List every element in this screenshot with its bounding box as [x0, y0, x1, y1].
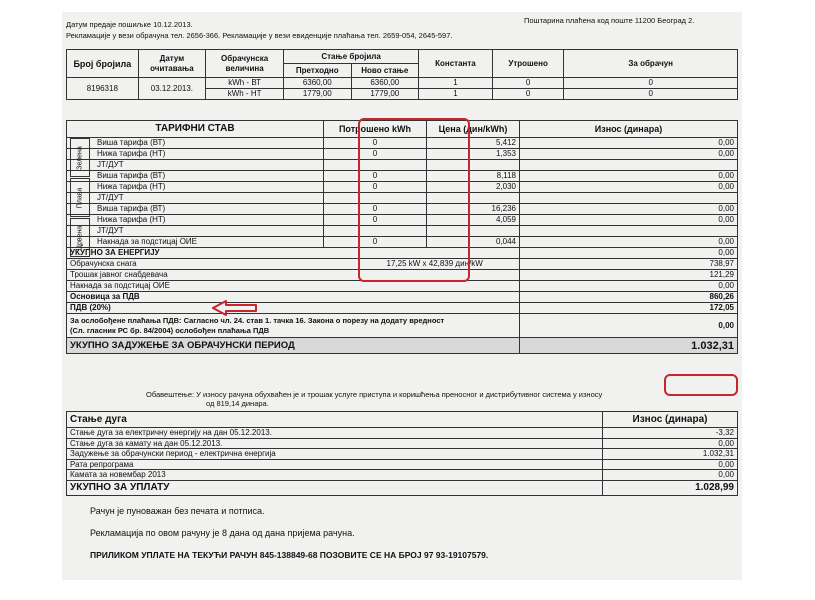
billing-header: За обрачун	[564, 50, 738, 78]
incentive-label: Накнада за подстицај ОИЕ	[67, 237, 324, 248]
debt-row-amount: 1.032,31	[603, 449, 738, 460]
tariff-row-price: 8,118	[427, 171, 520, 182]
meter-row-constant: 1	[419, 89, 493, 100]
reading-date: 03.12.2013.	[138, 78, 206, 100]
tariff-row-amount: 0,00	[520, 149, 738, 160]
tariff-row-consumed: 0	[324, 171, 427, 182]
incentive-consumed: 0	[324, 237, 427, 248]
vat-exempt-line2: (Сл. гласник РС бр. 84/2004) ослобођен плаћања ПДВ	[70, 325, 270, 335]
tariff-row-label: Виша тарифа (ВТ)	[67, 171, 324, 182]
vat-exempt-line1: За ослобођене плаћања ПДВ: Сагласно чл. 24. став 1. тачка 16. Закона о порезу на додату вредност	[70, 315, 445, 325]
meter-row-new: 6360,00	[351, 78, 419, 89]
tariff-row-label: Виша тарифа (ВТ)	[67, 138, 324, 149]
meter-table	[66, 49, 738, 100]
tariff-row-amount: 0,00	[520, 204, 738, 215]
vat-exempt	[67, 314, 520, 338]
incentive-fee-label: Накнада за подстицај ОИЕ	[67, 281, 520, 292]
footer-line1: Рачун је пуноважан без печата и потписа.	[90, 506, 265, 516]
tariff-row-label: ЈТ/ДУТ	[67, 226, 324, 237]
used-header: Утрошено	[492, 50, 564, 78]
tariff-row-consumed: 0	[324, 138, 427, 149]
debt-row-label: Задужење за обрачунски период - електрична енергија	[67, 449, 603, 460]
reading-date-header: Датум очитавања	[138, 50, 206, 78]
arrow-left-icon	[210, 299, 260, 317]
tariff-row-amount	[520, 160, 738, 171]
price-header: Цена (дин/kWh)	[427, 121, 520, 138]
debt-row-amount: 0,00	[603, 438, 738, 449]
debt-row-label: Стање дуга за камату на дан 05.12.2013.	[67, 438, 603, 449]
meter-row-previous: 6360,00	[284, 78, 352, 89]
tariff-header: ТАРИФНИ СТАВ	[67, 121, 324, 138]
meter-row-previous: 1779,00	[284, 89, 352, 100]
vat-exempt-amount: 0,00	[520, 314, 738, 338]
tariff-row-label: Нижа тарифа (НТ)	[67, 182, 324, 193]
meter-row-used: 0	[492, 89, 564, 100]
tariff-row-price: 1,353	[427, 149, 520, 160]
postage-note: Поштарина плаћена код поште 11200 Београд 2.	[524, 16, 695, 25]
tariff-row-consumed: 0	[324, 204, 427, 215]
notice	[146, 390, 602, 408]
debt-row-label: Камата за новембар 2013	[67, 470, 603, 481]
debt-total-amount: 1.028,99	[603, 480, 738, 495]
consumption-highlight	[358, 118, 470, 282]
energy-total-label: УКУПНО ЗА ЕНЕРГИЈУ	[67, 248, 520, 259]
vat-label: ПДВ (20%)	[67, 303, 520, 314]
power-label: Обрачунска снага	[70, 259, 137, 268]
previous-header: Претходно	[284, 64, 352, 78]
tariff-row-price: 4,059	[427, 215, 520, 226]
tariff-row-amount: 0,00	[520, 171, 738, 182]
constant-header: Константа	[419, 50, 493, 78]
tariff-row-price: 5,412	[427, 138, 520, 149]
footer-line2: Рекламација по овом рачуну је 8 дана од дана пријема рачуна.	[90, 528, 355, 538]
tariff-row-price: 2,030	[427, 182, 520, 193]
debt-title: Стање дуга	[67, 412, 603, 428]
power-amount: 738,97	[520, 259, 738, 270]
meter-no-header: Број бројила	[67, 50, 139, 78]
notice-line1: Обавештење: У износу рачуна обухваћен је и трошак услуге приступа и коришћења преносног и дистрибутивног система у износу	[146, 390, 603, 399]
new-header: Ново стање	[351, 64, 419, 78]
tariff-row-consumed: 0	[324, 149, 427, 160]
debt-row-amount: 0,00	[603, 459, 738, 470]
supplier-cost-label: Трошак јавног снабдевача	[67, 270, 520, 281]
tariff-row-amount: 0,00	[520, 215, 738, 226]
period-total-label: УКУПНО ЗАДУЖЕЊЕ ЗА ОБРАЧУНСКИ ПЕРИОД	[67, 338, 520, 354]
total-highlight	[664, 374, 738, 396]
tariff-row-label: Нижа тарифа (НТ)	[67, 215, 324, 226]
state-header: Стање бројила	[284, 50, 419, 64]
tariff-row-amount: 0,00	[520, 138, 738, 149]
power-calc: 17,25 kW x 42,839 дин/kW	[386, 259, 483, 268]
period-total-amount: 1.032,31	[520, 338, 738, 354]
debt-row-label: Стање дуга за електричну енергију на дан 05.12.2013.	[67, 428, 603, 439]
debt-total-label: УКУПНО ЗА УПЛАТУ	[67, 480, 603, 495]
zone-blue: Плава	[70, 178, 90, 217]
meter-no: 8196318	[67, 78, 139, 100]
consumed-header: Потрошено kWh	[324, 121, 427, 138]
footer-line3: ПРИЛИКОМ УПЛАТЕ НА ТЕКУЋИ РАЧУН 845-138849-68 ПОЗОВИТЕ СЕ НА БРОЈ 97 93-19107579.	[90, 550, 489, 560]
vat-amount: 172,05	[520, 303, 738, 314]
tariff-row-consumed: 0	[324, 182, 427, 193]
energy-total-amount: 0,00	[520, 248, 738, 259]
tariff-row-price: 16,236	[427, 204, 520, 215]
tariff-row-label: ЈТ/ДУТ	[67, 160, 324, 171]
debt-amount-header: Износ (динара)	[603, 412, 738, 428]
tariff-row-consumed: 0	[324, 215, 427, 226]
debt-row-amount: 0,00	[603, 470, 738, 481]
meter-row-billing: 0	[564, 78, 738, 89]
meter-row-unit: kWh - ВТ	[206, 78, 284, 89]
debt-row-label: Рата репрограма	[67, 459, 603, 470]
meter-row-constant: 1	[419, 78, 493, 89]
notice-line2: од 819,14 динара.	[206, 399, 269, 408]
zone-green: Зелена	[70, 138, 90, 177]
meter-row-used: 0	[492, 78, 564, 89]
bill-paper	[62, 12, 742, 580]
meter-row-new: 1779,00	[351, 89, 419, 100]
tariff-row-amount: 0,00	[520, 182, 738, 193]
tariff-row-amount	[520, 193, 738, 204]
incentive-fee-amount: 0,00	[520, 281, 738, 292]
incentive-amount: 0,00	[520, 237, 738, 248]
tariff-row-amount	[520, 226, 738, 237]
tariff-row-label: Виша тарифа (ВТ)	[67, 204, 324, 215]
debt-row-amount: -3,32	[603, 428, 738, 439]
tariff-row-label: ЈТ/ДУТ	[67, 193, 324, 204]
unit-header: Обрачунска величина	[206, 50, 284, 78]
debt-table	[66, 411, 738, 496]
zone-red: Црвена	[70, 218, 90, 257]
vat-base-amount: 860,26	[520, 292, 738, 303]
tariff-row-label: Нижа тарифа (НТ)	[67, 149, 324, 160]
vat-base-label: Основица за ПДВ	[67, 292, 520, 303]
complaints-phone: Рекламације у вези обрачуна тел. 2656-366. Рекламације у вези евиденције плаћања тел. 2659-054, 2645-597.	[66, 31, 453, 40]
handover-date: Датум предаје пошиљке 10.12.2013.	[66, 20, 193, 29]
amount-header: Износ (динара)	[520, 121, 738, 138]
supplier-cost-amount: 121,29	[520, 270, 738, 281]
incentive-price: 0,044	[427, 237, 520, 248]
meter-row-unit: kWh - НТ	[206, 89, 284, 100]
meter-row-billing: 0	[564, 89, 738, 100]
